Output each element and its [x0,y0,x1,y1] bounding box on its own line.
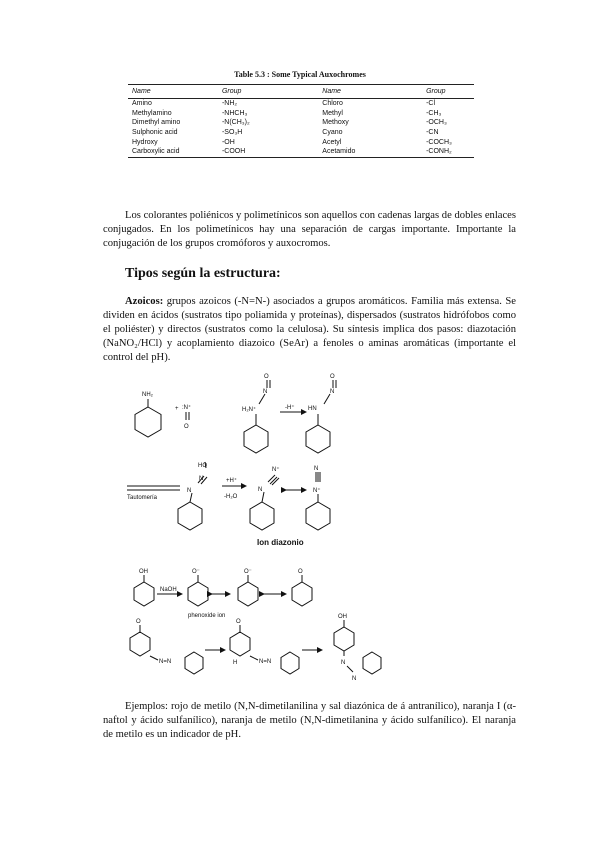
table-row [128,128,474,138]
benzene-ring [292,582,312,606]
label-phenoxide: phenoxide ion [188,613,226,619]
benzene-ring [185,652,203,674]
paragraph-azo [103,295,516,365]
benzene-ring [230,632,250,656]
benzene-ring [306,425,330,453]
azo-term: Azoicos: [125,296,164,307]
table-cell: -COOH [218,147,318,157]
table-title: Table 5.3 : Some Typical Auxochromes [234,70,366,79]
header-name: Name [318,85,422,99]
header-group: Group [422,85,474,99]
table-cell: Methoxy [322,119,349,127]
header-group: Group [218,85,318,99]
table-cell: Sulphonic acid [132,129,178,137]
label-n: N [352,676,357,682]
label-o: O [264,374,269,380]
azo-text: grupos azoicos (-N=N-) asociados a grupos aromáticos. Familia más extensa. Se dividen en ácidos (sustratos tipo poliamida y proteínas), dispersados (sustratos hidrófobos como el poliéster) y directos (sustratos como la celulosa). Su síntesis implica dos pasos: diazotación (NaNO₂/HCl) y acoplamiento diazoico (SeAr) a fenoles o aminas aromáticas (importante el control del pH). [103,296,516,363]
label-n: N [187,488,192,494]
label-n: N [341,660,346,666]
label-n: N [199,476,204,482]
table-row [128,109,474,119]
label-o: O [330,374,335,380]
label-ho: HO [198,463,207,469]
benzene-ring [130,632,150,656]
table-cell: -CH₃ [426,109,442,117]
table-cell: -COCH₃ [426,138,452,146]
label-n: N [263,389,268,395]
label-n-eq-n: N=N [259,659,272,665]
paragraph-examples [103,700,516,742]
label-hn: HN [308,406,317,412]
label-nh2: NH₂ [142,392,153,398]
benzene-ring [134,582,154,606]
table-cell: -CN [426,129,439,137]
ion-diazonio-label: Ion diazonio [257,538,304,547]
label-o: O [298,569,303,575]
label-o: O [184,424,189,430]
label-plus-h: +H⁺ [226,478,238,484]
examples-text: Ejemplos: rojo de metilo (N,N-dimetilanilina y sal diazónica de á antranílico), naranja I (α-naftol y ácido sulfanílico), naranja de metilo (N,N-dimetilanina y ácido sulfanílico). El naranja de metilo es un indicador de pH. [103,701,516,740]
label-n: N [314,466,319,472]
label-h: H [233,660,238,666]
table-row [128,99,474,109]
section-heading: Tipos según la estructura: [125,266,281,281]
table-cell: Acetamido [318,147,422,157]
paragraph-polyenes [103,209,516,251]
table-cell: Amino [132,100,152,108]
table-cell: Hydroxy [132,138,158,146]
label-o: O [236,619,241,625]
label-n: N [258,487,263,493]
label-o-minus: O⁻ [244,569,252,575]
table-cell: Methylamino [132,109,172,117]
table-row [128,137,474,147]
table-cell: -NHCH₃ [221,109,248,117]
benzene-ring [334,627,354,651]
benzene-ring [244,425,268,453]
benzene-ring [281,652,299,674]
label-n: N [330,389,335,395]
table-cell: Dimethyl amino [132,119,181,127]
label-n-plus: N⁺ [272,467,280,473]
benzene-ring [135,407,161,437]
label-tautomeria: Tautomería [127,495,158,501]
reaction-scheme [0,370,600,690]
auxochromes-table [128,84,474,158]
label-naoh: NaOH [160,587,177,593]
table-cell: Methyl [322,109,343,117]
header-name: Name [128,85,218,99]
table-cell: -Cl [426,100,436,108]
benzene-ring [178,502,202,530]
label-h2n-plus: H₂N⁺ [242,407,257,413]
label-plus: + [175,406,179,412]
benzene-ring [363,652,381,674]
table-cell: Cyano [322,129,343,137]
table-cell: -OCH₃ [426,119,447,127]
benzene-ring [238,582,258,606]
table-cell: Chloro [322,100,343,108]
table-cell: -SO₃H [221,129,243,137]
benzene-ring [306,502,330,530]
label-n-eq-n: N=N [159,659,172,665]
benzene-ring [250,502,274,530]
label-minus-h: -H⁺ [285,405,295,411]
label-minus-h2o: -H₂O [224,494,238,500]
table-cell: -N(CH₃)₂ [221,119,250,127]
label-n-plus: N⁺ [313,488,321,494]
label-o: O [136,619,141,625]
table-cell: -OH [221,138,235,146]
table-cell: Acetyl [322,138,342,146]
paragraph-text: Los colorantes poliénicos y polimetínicos son aquellos con cadenas largas de dobles enlaces conjugados. En los polimetínicos hay una separación de cargas importante. Importante la conjugación de los grupos cromóforos y auxocromos. [103,210,516,249]
label-oh: OH [338,614,347,620]
table-cell: Carboxylic acid [128,147,218,157]
label-oh: OH [139,569,148,575]
table-cell: -NH₂ [221,100,238,108]
table-header-row [128,85,474,99]
label-nitrosonium: :N⁺ [182,405,192,411]
label-o-minus: O⁻ [192,569,200,575]
table-row [128,118,474,128]
benzene-ring [188,582,208,606]
table-row [128,147,474,157]
table-cell: -CONH₂ [422,147,474,157]
